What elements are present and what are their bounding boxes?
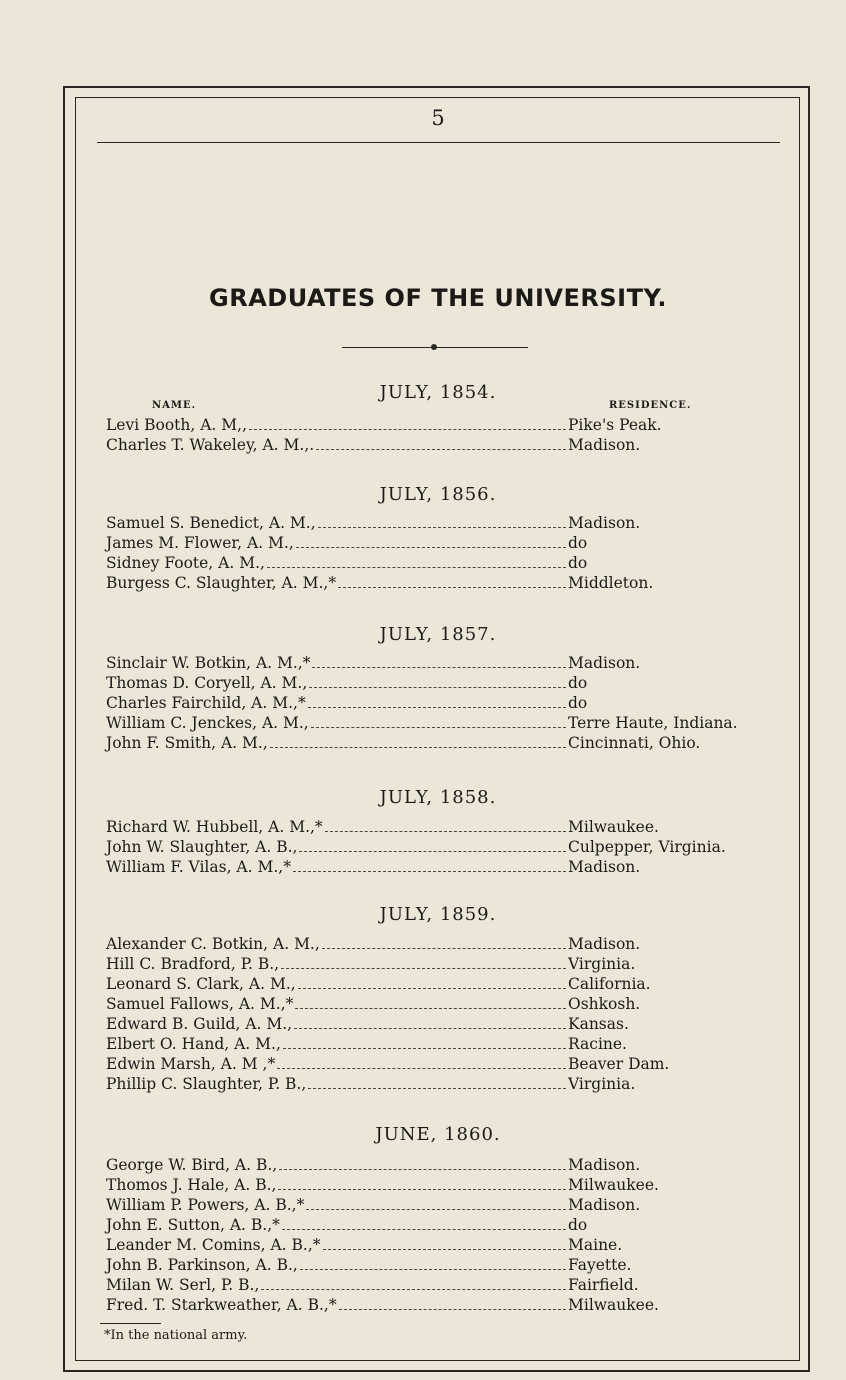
graduate-entry xyxy=(106,1155,766,1175)
dot-leader xyxy=(282,1229,566,1230)
graduate-name: Leander M. Comins, A. B.,* xyxy=(106,1236,321,1254)
graduate-residence: Middleton. xyxy=(568,574,654,592)
graduate-entry xyxy=(106,994,766,1014)
graduate-name: John B. Parkinson, A. B., xyxy=(106,1256,298,1274)
dot-leader xyxy=(339,1309,566,1310)
graduate-residence: Cincinnati, Ohio. xyxy=(568,734,701,752)
graduate-entry xyxy=(106,673,766,693)
graduate-name: William F. Vilas, A. M.,* xyxy=(106,858,291,876)
ornament-dot xyxy=(431,344,437,350)
dot-leader xyxy=(279,1169,566,1170)
graduate-residence: Culpepper, Virginia. xyxy=(568,838,726,856)
graduate-entry xyxy=(106,974,766,994)
page-number: 5 xyxy=(431,106,445,130)
session-heading: JULY, 1857. xyxy=(379,624,497,645)
graduate-entry xyxy=(106,1275,766,1295)
dot-leader xyxy=(281,968,566,969)
graduate-residence: Madison. xyxy=(568,654,641,672)
dot-leader xyxy=(283,1048,566,1049)
graduate-entry xyxy=(106,553,766,573)
graduate-name: William C. Jenckes, A. M., xyxy=(106,714,309,732)
graduate-name: Thomas D. Coryell, A. M., xyxy=(106,674,308,692)
dot-leader xyxy=(323,1249,566,1250)
graduate-name: Charles T. Wakeley, A. M.,. xyxy=(106,436,315,454)
dot-leader xyxy=(306,1209,566,1210)
dot-leader xyxy=(278,1189,566,1190)
graduate-residence: Madison. xyxy=(568,858,641,876)
graduate-name: Milan W. Serl, P. B., xyxy=(106,1276,260,1294)
graduate-residence: Milwaukee. xyxy=(568,1176,659,1194)
graduate-residence: Virginia. xyxy=(568,1075,636,1093)
graduate-residence: Maine. xyxy=(568,1236,623,1254)
graduate-residence: Kansas. xyxy=(568,1015,629,1033)
graduate-entry xyxy=(106,1054,766,1074)
graduate-residence: Fayette. xyxy=(568,1256,632,1274)
graduate-entry xyxy=(106,817,766,837)
graduate-residence: do xyxy=(568,674,588,692)
graduate-name: Charles Fairchild, A. M.,* xyxy=(106,694,306,712)
graduate-name: Hill C. Bradford, P. B., xyxy=(106,955,280,973)
dot-leader xyxy=(308,707,566,708)
graduate-name: Sidney Foote, A. M., xyxy=(106,554,265,572)
graduate-entry xyxy=(106,513,766,533)
graduate-entry xyxy=(106,857,766,877)
header-rule xyxy=(97,142,780,143)
session-heading: JULY, 1856. xyxy=(379,484,497,505)
graduate-residence: Pike's Peak. xyxy=(568,416,662,434)
graduate-entry xyxy=(106,1074,766,1094)
dot-leader xyxy=(299,851,566,852)
graduate-name: Sinclair W. Botkin, A. M.,* xyxy=(106,654,311,672)
graduate-name: Samuel Fallows, A. M.,* xyxy=(106,995,294,1013)
graduate-residence: do xyxy=(568,694,588,712)
dot-leader xyxy=(295,1008,566,1009)
graduate-entry xyxy=(106,415,766,435)
graduate-entry xyxy=(106,435,766,455)
dot-leader xyxy=(298,988,566,989)
graduate-entry xyxy=(106,1295,766,1315)
graduate-residence: Madison. xyxy=(568,935,641,953)
graduate-name: Edwin Marsh, A. M ,* xyxy=(106,1055,276,1073)
dot-leader xyxy=(277,1068,566,1069)
dot-leader xyxy=(309,687,566,688)
graduate-entry xyxy=(106,1195,766,1215)
graduate-residence: Oshkosh. xyxy=(568,995,641,1013)
dot-leader xyxy=(261,1289,566,1290)
page-title: GRADUATES OF THE UNIVERSITY. xyxy=(209,284,667,312)
graduate-entry xyxy=(106,954,766,974)
session-heading: JUNE, 1860. xyxy=(375,1124,501,1145)
graduate-name: George W. Bird, A. B., xyxy=(106,1156,278,1174)
dot-leader xyxy=(249,429,566,430)
graduate-entry xyxy=(106,713,766,733)
graduate-residence: Madison. xyxy=(568,436,641,454)
graduate-entry xyxy=(106,934,766,954)
graduate-name: Richard W. Hubbell, A. M.,* xyxy=(106,818,323,836)
graduate-name: William P. Powers, A. B.,* xyxy=(106,1196,305,1214)
graduate-name: Fred. T. Starkweather, A. B.,* xyxy=(106,1296,337,1314)
graduate-entry xyxy=(106,1215,766,1235)
graduate-entry xyxy=(106,1255,766,1275)
graduate-residence: Madison. xyxy=(568,1156,641,1174)
graduate-name: Leonard S. Clark, A. M., xyxy=(106,975,296,993)
graduate-residence: Madison. xyxy=(568,514,641,532)
dot-leader xyxy=(312,667,566,668)
graduate-residence: do xyxy=(568,1216,588,1234)
graduate-entry xyxy=(106,1175,766,1195)
graduate-residence: Racine. xyxy=(568,1035,627,1053)
graduate-entry xyxy=(106,1235,766,1255)
dot-leader xyxy=(338,587,566,588)
dot-leader xyxy=(318,527,566,528)
dot-leader xyxy=(267,567,566,568)
dot-leader xyxy=(308,1088,566,1089)
graduate-entry xyxy=(106,653,766,673)
graduate-residence: Milwaukee. xyxy=(568,818,659,836)
footnote: *In the national army. xyxy=(104,1328,248,1343)
column-label-residence: RESIDENCE. xyxy=(609,400,692,411)
graduate-residence: Milwaukee. xyxy=(568,1296,659,1314)
dot-leader xyxy=(270,747,566,748)
graduate-residence: Madison. xyxy=(568,1196,641,1214)
session-heading: JULY, 1859. xyxy=(379,904,497,925)
graduate-entry xyxy=(106,1034,766,1054)
graduate-entry xyxy=(106,573,766,593)
graduate-name: John W. Slaughter, A. B., xyxy=(106,838,298,856)
session-heading: JULY, 1854. xyxy=(379,382,497,403)
dot-leader xyxy=(325,831,566,832)
column-label-name: NAME. xyxy=(152,400,197,411)
graduate-residence: Terre Haute, Indiana. xyxy=(568,714,738,732)
dot-leader xyxy=(316,449,566,450)
dot-leader xyxy=(300,1269,566,1270)
session-heading: JULY, 1858. xyxy=(379,787,497,808)
dot-leader xyxy=(296,547,566,548)
graduate-name: Levi Booth, A. M,, xyxy=(106,416,247,434)
footnote-rule xyxy=(100,1323,161,1324)
graduate-entry xyxy=(106,733,766,753)
graduate-residence: do xyxy=(568,554,588,572)
graduate-name: Elbert O. Hand, A. M., xyxy=(106,1035,281,1053)
graduate-name: Edward B. Guild, A. M., xyxy=(106,1015,293,1033)
graduate-entry xyxy=(106,693,766,713)
graduate-entry xyxy=(106,1014,766,1034)
graduate-residence: Fairfield. xyxy=(568,1276,639,1294)
graduate-entry xyxy=(106,837,766,857)
dot-leader xyxy=(311,727,566,728)
graduate-name: John E. Sutton, A. B.,* xyxy=(106,1216,280,1234)
graduate-residence: do xyxy=(568,534,588,552)
dot-leader xyxy=(322,948,566,949)
graduate-name: Samuel S. Benedict, A. M., xyxy=(106,514,316,532)
graduate-name: John F. Smith, A. M., xyxy=(106,734,268,752)
graduate-residence: Virginia. xyxy=(568,955,636,973)
dot-leader xyxy=(294,1028,566,1029)
dot-leader xyxy=(293,871,566,872)
graduate-entry xyxy=(106,533,766,553)
graduate-name: James M. Flower, A. M., xyxy=(106,534,294,552)
graduate-residence: Beaver Dam. xyxy=(568,1055,670,1073)
graduate-name: Burgess C. Slaughter, A. M.,* xyxy=(106,574,337,592)
graduate-name: Alexander C. Botkin, A. M., xyxy=(106,935,320,953)
graduate-name: Phillip C. Slaughter, P. B., xyxy=(106,1075,307,1093)
graduate-residence: California. xyxy=(568,975,651,993)
graduate-name: Thomos J. Hale, A. B., xyxy=(106,1176,277,1194)
